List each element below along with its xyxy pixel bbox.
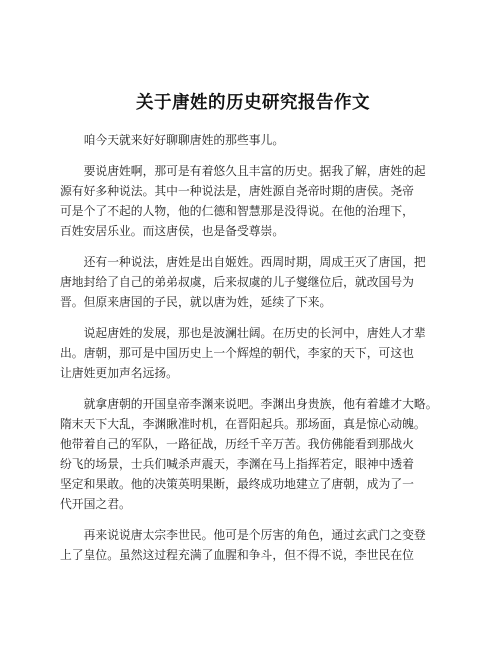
paragraph-line: 隋末天下大乱，李渊瞅准时机，在晋阳起兵。那场面，真是惊心动魄。 (60, 417, 426, 431)
paragraph-line: 就拿唐朝的开国皇帝李渊来说吧。李渊出身贵族，他有着雄才大略。 (83, 397, 438, 411)
paragraph-line: 代开国之君。 (60, 497, 131, 511)
paragraph-line: 还有一种说法，唐姓是出自姬姓。西周时期，周成王灭了唐国，把 (83, 255, 426, 269)
paragraph-line: 让唐姓更加声名远扬。 (60, 366, 178, 380)
paragraph-line: 纷飞的场景，士兵们喊杀声震天，李渊在马上指挥若定，眼神中透着 (60, 457, 414, 471)
paragraph-line: 咱今天就来好好聊聊唐姓的那些事儿。 (83, 133, 285, 147)
paragraph-ji-origin (60, 252, 446, 312)
paragraph-line: 出。唐朝，那可是中国历史上一个辉煌的朝代，李家的天下，可这也 (60, 346, 414, 360)
paragraph-li-yuan (60, 394, 446, 514)
paragraph-line: 他带着自己的军队，一路征战，历经千辛万苦。我仿佛能看到那战火 (60, 437, 414, 451)
paragraph-line: 源有好多种说法。其中一种说法是，唐姓源自尧帝时期的唐侯。尧帝 (60, 184, 414, 198)
paragraph-line: 上了皇位。虽然这过程充满了血腥和争斗，但不得不说，李世民在位 (60, 548, 414, 562)
paragraph-line: 唐地封给了自己的弟弟叔虞，后来叔虞的儿子燮继位后，就改国号为 (60, 275, 414, 289)
paragraph-line: 百姓安居乐业。而这唐侯，也是备受尊崇。 (60, 224, 285, 238)
paragraph-line: 说起唐姓的发展，那也是波澜壮阔。在历史的长河中，唐姓人才辈 (83, 326, 426, 340)
paragraph-line: 可是个了不起的人物，他的仁德和智慧那是没得说。在他的治理下， (60, 204, 414, 218)
paragraph-line: 要说唐姓啊，那可是有着悠久且丰富的历史。据我了解，唐姓的起 (83, 164, 426, 178)
paragraph-line: 坚定和果敢。他的决策英明果断，最终成功地建立了唐朝，成为了一 (60, 477, 414, 491)
paragraph-li-shimin (60, 525, 446, 565)
paragraph-intro (60, 130, 446, 150)
paragraph-line: 再来说说唐太宗李世民。他可是个厉害的角色，通过玄武门之变登 (83, 528, 426, 542)
paragraph-line: 晋。但原来唐国的子民，就以唐为姓，延续了下来。 (60, 295, 332, 309)
paragraph-development (60, 323, 446, 383)
paragraph-origin (60, 161, 446, 241)
document-title: 关于唐姓的历史研究报告作文 (136, 93, 370, 113)
